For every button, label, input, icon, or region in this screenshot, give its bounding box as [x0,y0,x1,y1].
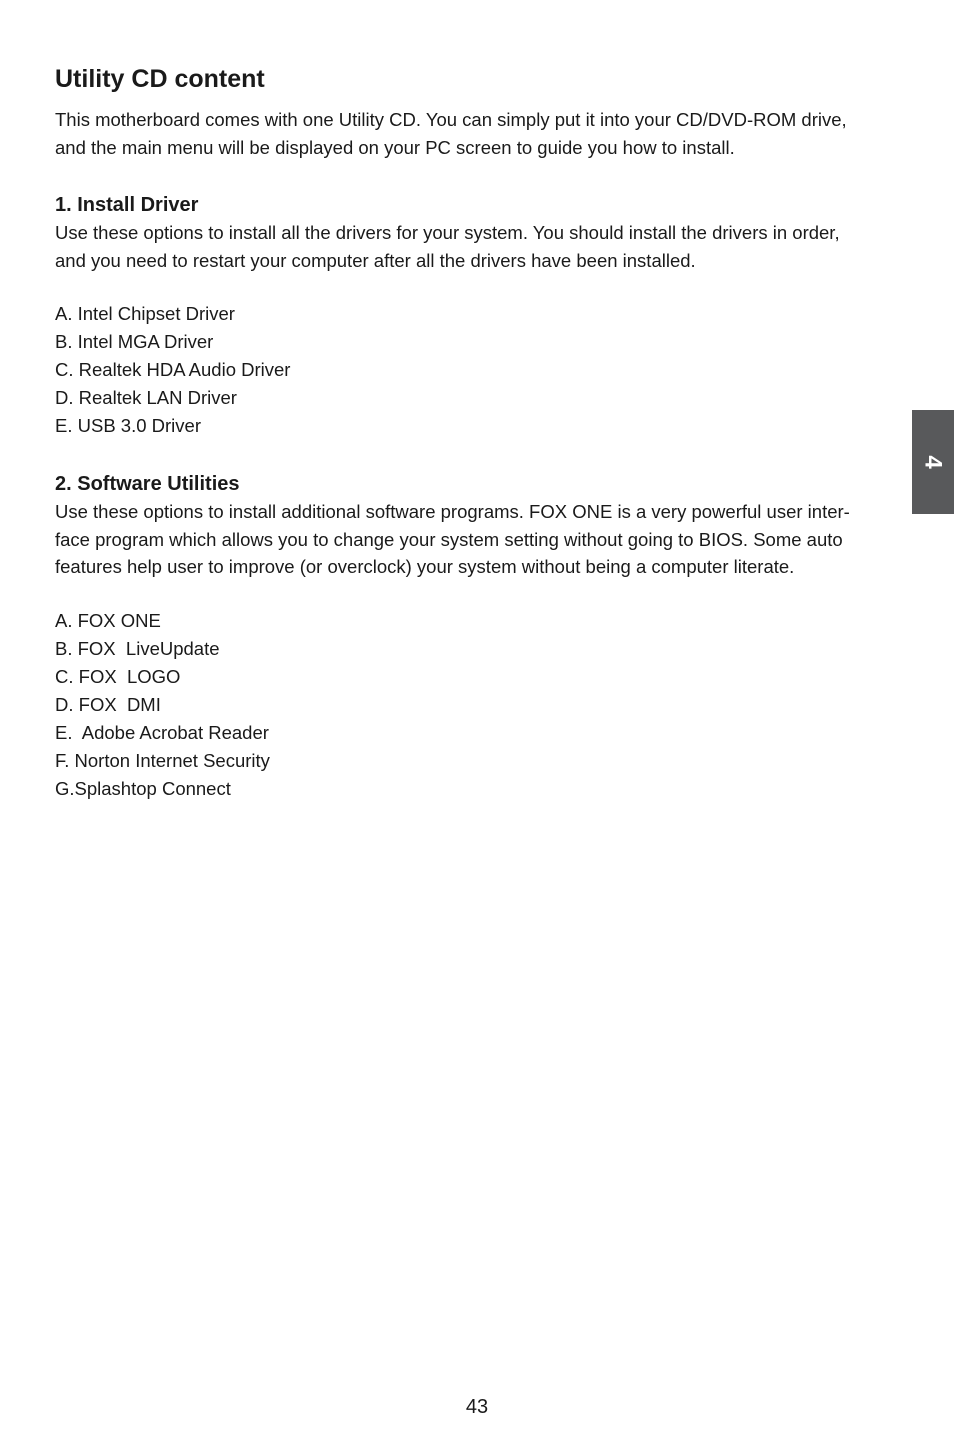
list-item: D. Realtek LAN Driver [55,387,237,408]
description-line: features help user to improve (or overclock) your system without being a computer literate. [55,556,795,577]
description-line: Use these options to install all the drivers for your system. You should install the drivers in order, [55,222,840,243]
list-item: C. FOX LOGO [55,665,181,687]
list-item: C. Realtek HDA Audio Driver [55,359,291,380]
driver-list [55,300,900,440]
list-item: B. Intel MGA Driver [55,331,214,352]
page-number: 43 [465,1396,489,1418]
section-heading: 1. Install Driver [55,194,199,216]
list-item: D. FOX DMI [55,693,161,715]
utility-list [55,607,900,803]
list-item: A. FOX ONE [55,609,161,631]
page-content [55,62,900,803]
list-item: E. Adobe Acrobat Reader [55,721,269,743]
section-description [55,498,900,581]
list-item: G.Splashtop Connect [55,777,231,799]
chapter-number: 4 [919,455,947,469]
list-item: E. USB 3.0 Driver [55,415,201,436]
intro-paragraph [55,106,900,161]
section-heading: 2. Software Utilities [55,473,240,495]
intro-line: and the main menu will be displayed on your PC screen to guide you how to install. [55,136,735,158]
section-description [55,219,900,274]
list-item: F. Norton Internet Security [55,749,270,771]
description-line: Use these options to install additional software programs. FOX ONE is a very powerful user inter- [55,501,850,522]
page-title: Utility CD content [55,65,265,93]
chapter-tab [912,410,954,514]
section-install-driver [55,191,900,440]
description-line: and you need to restart your computer after all the drivers have been installed. [55,249,696,271]
intro-line: This motherboard comes with one Utility CD. You can simply put it into your CD/DVD-ROM drive, [55,109,847,130]
list-item: B. FOX LiveUpdate [55,637,220,659]
section-software-utilities [55,470,900,803]
description-line: face program which allows you to change your system setting without going to BIOS. Some auto [55,528,843,550]
list-item: A. Intel Chipset Driver [55,303,235,324]
